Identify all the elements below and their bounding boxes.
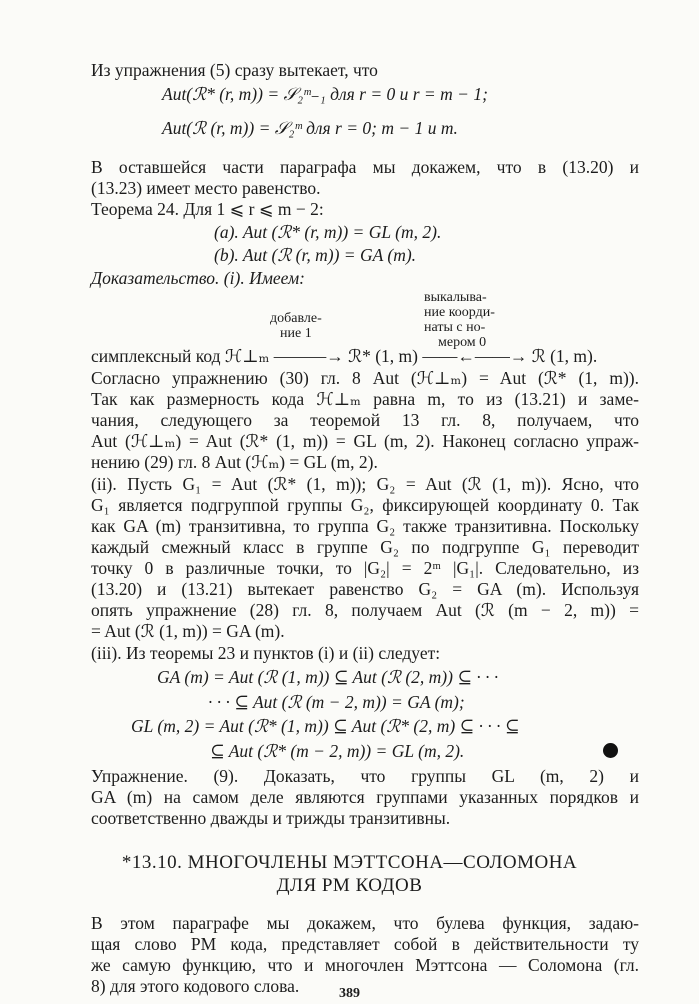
text-line: GA (m) на самом деле являются группами указанных порядков и bbox=[91, 787, 639, 807]
page-number: 389 bbox=[339, 986, 360, 1001]
formula: Aut(ℛ* (r, m)) = 𝒮₂ᵐ₋₁ для r = 0 и r = m − 1; bbox=[162, 84, 488, 104]
text-line: (ii). Пусть G₁ = Aut (ℛ* (1, m)); G₂ = Aut (ℛ (1, m)). Ясно, что bbox=[91, 474, 639, 494]
theorem-heading: Теорема 24. Для 1 ⩽ r ⩽ m − 2: bbox=[91, 199, 324, 219]
text-line: Так как размерность кода ℋ⊥ₘ равна m, то из (13.21) и заме- bbox=[91, 389, 639, 409]
exercise-line: Упражнение. (9). Доказать, что группы GL (m, 2) и bbox=[91, 766, 639, 786]
diagram-label: выкалыва- bbox=[424, 290, 487, 305]
text-line: как GA (m) транзитивна, то группа G₂ также транзитивна. Поскольку bbox=[91, 516, 639, 536]
diagram-label: наты с но- bbox=[424, 320, 486, 335]
section-title: *13.10. МНОГОЧЛЕНЫ МЭТТСОНА—СОЛОМОНА bbox=[121, 852, 578, 873]
text-line: (13.20) и (13.21) вытекает равенство G₂ = GA (m). Используя bbox=[91, 579, 639, 599]
diagram-line: симплексный код ℋ⊥ₘ ———→ ℛ* (1, m) ——←——→ ℛ (1, m). bbox=[91, 346, 598, 366]
text-line: В оставшейся части параграфа мы докажем, что в (13.20) и bbox=[91, 157, 639, 177]
text-line: Из упражнения (5) сразу вытекает, что bbox=[91, 60, 378, 80]
text-line: Согласно упражнению (30) гл. 8 Aut (ℋ⊥ₘ) = Aut (ℛ* (1, m)). bbox=[91, 368, 639, 388]
formula: (b). Aut (ℛ (r, m)) = GA (m). bbox=[214, 245, 417, 265]
text-line: Aut (ℋ⊥ₘ) = Aut (ℛ* (1, m)) = GL (m, 2). Наконец согласно упраж- bbox=[91, 431, 639, 451]
text-line: соответственно дважды и трижды транзитивны. bbox=[91, 808, 451, 828]
diagram-label: добавле- bbox=[270, 311, 322, 326]
text-line: чания, следующего за теоремой 13 гл. 8, получаем, что bbox=[91, 410, 639, 430]
diagram-label: ние 1 bbox=[280, 326, 312, 341]
text-line: 8) для этого кодового слова. bbox=[91, 976, 300, 996]
diagram-label: ние коорди- bbox=[424, 305, 495, 320]
text-line: (13.23) имеет место равенство. bbox=[91, 178, 321, 198]
formula: GA (m) = Aut (ℛ (1, m)) ⊆ Aut (ℛ (2, m)) ⊆ · · · bbox=[157, 667, 499, 687]
text-line: нению (29) гл. 8 Aut (ℋₘ) = GL (m, 2). bbox=[91, 452, 378, 472]
text-line: щая слово РМ кода, представляет собой в действительности ту bbox=[91, 934, 639, 954]
diagram-label: мером 0 bbox=[438, 335, 487, 350]
formula: (a). Aut (ℛ* (r, m)) = GL (m, 2). bbox=[214, 222, 442, 242]
section-title: ДЛЯ РМ КОДОВ bbox=[276, 875, 423, 896]
text-line: точку 0 в различные точки, то |G₂| = 2ᵐ |G₁|. Следовательно, из bbox=[91, 558, 639, 578]
formula: ⊆ Aut (ℛ* (m − 2, m)) = GL (m, 2). bbox=[210, 741, 465, 761]
text-line: же самую функцию, что и многочлен Мэттсона — Соломона (гл. bbox=[91, 955, 639, 975]
text-line: (iii). Из теоремы 23 и пунктов (i) и (ii) следует: bbox=[91, 643, 441, 663]
text-line: = Aut (ℛ (1, m)) = GA (m). bbox=[91, 621, 285, 641]
formula: GL (m, 2) = Aut (ℛ* (1, m)) ⊆ Aut (ℛ* (2, m) ⊆ · · · ⊆ bbox=[131, 716, 520, 736]
text-line: опять упражнение (28) гл. 8, получаем Aut (ℛ (m − 2, m)) = bbox=[91, 600, 639, 620]
formula: · · · ⊆ Aut (ℛ (m − 2, m)) = GA (m); bbox=[208, 692, 465, 712]
proof-heading: Доказательство. (i). Имеем: bbox=[91, 268, 305, 288]
text-line: каждый смежный класс в группе G₂ по подгруппе G₁ переводит bbox=[91, 537, 639, 557]
text-line: В этом параграфе мы докажем, что булева функция, задаю- bbox=[91, 913, 639, 933]
end-of-proof-mark bbox=[603, 743, 618, 758]
formula: Aut(ℛ (r, m)) = 𝒮₂ᵐ для r = 0; m − 1 и m. bbox=[162, 118, 458, 138]
text-line: G₁ является подгруппой группы G₂, фиксирующей координату 0. Так bbox=[91, 495, 639, 515]
